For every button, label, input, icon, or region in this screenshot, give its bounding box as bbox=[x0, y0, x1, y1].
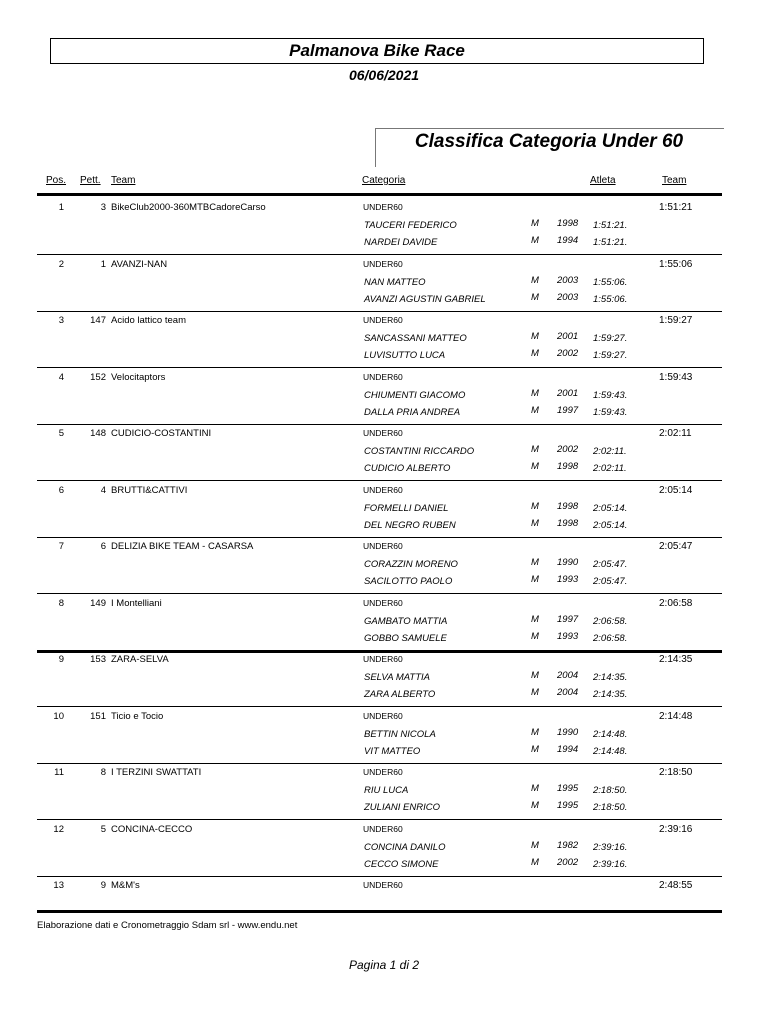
athlete-time: 2:39:16. bbox=[593, 859, 628, 870]
athlete-name: GAMBATO MATTIA bbox=[364, 616, 448, 627]
athlete-sex: M bbox=[531, 631, 539, 642]
athlete-sex: M bbox=[531, 614, 539, 625]
team-position: 10 bbox=[53, 711, 64, 722]
team-separator bbox=[37, 706, 722, 707]
athlete-sex: M bbox=[531, 687, 539, 698]
team-time: 2:48:55 bbox=[659, 880, 693, 891]
team-time: 2:18:50 bbox=[659, 767, 693, 778]
athlete-year: 1993 bbox=[557, 631, 579, 642]
team-time: 2:06:58 bbox=[659, 598, 693, 609]
athlete-year: 1994 bbox=[557, 744, 579, 755]
athlete-name: CHIUMENTI GIACOMO bbox=[364, 390, 466, 401]
team-position: 8 bbox=[58, 598, 64, 609]
team-name: I TERZINI SWATTATI bbox=[111, 767, 202, 778]
athlete-time: 2:14:35. bbox=[593, 672, 628, 683]
athlete-name: CECCO SIMONE bbox=[364, 859, 439, 870]
athlete-name: NAN MATTEO bbox=[364, 277, 426, 288]
team-bib: 149 bbox=[90, 598, 106, 609]
athlete-year: 1998 bbox=[557, 518, 579, 529]
team-bib: 8 bbox=[100, 767, 106, 778]
team-time: 2:39:16 bbox=[659, 824, 693, 835]
team-name: CUDICIO-COSTANTINI bbox=[111, 428, 212, 439]
team-separator bbox=[37, 593, 722, 594]
athlete-time: 2:02:11. bbox=[593, 463, 627, 474]
column-header-category: Categoria bbox=[362, 175, 406, 186]
team-separator bbox=[37, 763, 722, 764]
team-position: 9 bbox=[58, 654, 64, 665]
athlete-year: 2003 bbox=[557, 292, 579, 303]
team-separator bbox=[37, 876, 722, 877]
athlete-year: 2004 bbox=[557, 670, 579, 681]
column-header-bib: Pett. bbox=[80, 175, 101, 186]
athlete-time: 1:59:27. bbox=[593, 350, 628, 361]
athlete-year: 1993 bbox=[557, 574, 579, 585]
team-position: 1 bbox=[58, 202, 64, 213]
athlete-name: AVANZI AGUSTIN GABRIEL bbox=[364, 294, 486, 305]
athlete-time: 2:06:58. bbox=[593, 616, 628, 627]
athlete-name: CORAZZIN MORENO bbox=[364, 559, 458, 570]
athlete-sex: M bbox=[531, 800, 539, 811]
athlete-sex: M bbox=[531, 518, 539, 529]
athlete-sex: M bbox=[531, 348, 539, 359]
athlete-time: 1:59:27. bbox=[593, 333, 628, 344]
athlete-name: SELVA MATTIA bbox=[364, 672, 430, 683]
athlete-time: 2:05:47. bbox=[593, 576, 628, 587]
athlete-time: 1:59:43. bbox=[593, 407, 628, 418]
athlete-sex: M bbox=[531, 670, 539, 681]
athlete-name: GOBBO SAMUELE bbox=[364, 633, 447, 644]
athlete-time: 1:51:21. bbox=[593, 237, 628, 248]
athlete-sex: M bbox=[531, 783, 539, 794]
team-bib: 148 bbox=[90, 428, 106, 439]
athlete-year: 1995 bbox=[557, 800, 579, 811]
team-time: 2:14:48 bbox=[659, 711, 693, 722]
athlete-sex: M bbox=[531, 444, 539, 455]
team-separator bbox=[37, 537, 722, 538]
team-time: 1:55:06 bbox=[659, 259, 693, 270]
athlete-name: ZULIANI ENRICO bbox=[364, 802, 441, 813]
athlete-year: 1990 bbox=[557, 727, 579, 738]
athlete-time: 1:55:06. bbox=[593, 294, 628, 305]
athlete-sex: M bbox=[531, 857, 539, 868]
team-category: UNDER60 bbox=[363, 541, 403, 551]
team-category: UNDER60 bbox=[363, 598, 403, 608]
category-title: Classifica Categoria Under 60 bbox=[414, 131, 684, 152]
athlete-name: BETTIN NICOLA bbox=[364, 729, 436, 740]
team-category: UNDER60 bbox=[363, 372, 403, 382]
team-time: 2:02:11 bbox=[659, 428, 692, 439]
team-separator bbox=[37, 254, 722, 255]
athlete-name: SACILOTTO PAOLO bbox=[364, 576, 453, 587]
team-name: DELIZIA BIKE TEAM - CASARSA bbox=[111, 541, 254, 552]
athlete-time: 2:14:48. bbox=[593, 729, 628, 740]
athlete-year: 1998 bbox=[557, 501, 579, 512]
team-position: 4 bbox=[58, 372, 64, 383]
athlete-name: RIU LUCA bbox=[364, 785, 409, 796]
team-time: 2:05:47 bbox=[659, 541, 693, 552]
athlete-sex: M bbox=[531, 501, 539, 512]
page-number: Pagina 1 di 2 bbox=[348, 958, 420, 972]
athlete-year: 2003 bbox=[557, 275, 579, 286]
athlete-sex: M bbox=[531, 388, 539, 399]
athlete-sex: M bbox=[531, 461, 539, 472]
athlete-year: 1994 bbox=[557, 235, 579, 246]
team-name: Acido lattico team bbox=[111, 315, 186, 326]
team-name: BRUTTI&CATTIVI bbox=[111, 485, 188, 496]
athlete-time: 2:05:14. bbox=[593, 503, 628, 514]
team-time: 1:51:21 bbox=[659, 202, 693, 213]
team-time: 1:59:43 bbox=[659, 372, 693, 383]
athlete-name: CUDICIO ALBERTO bbox=[364, 463, 451, 474]
athlete-time: 2:02:11. bbox=[593, 446, 627, 457]
athlete-year: 2002 bbox=[557, 857, 579, 868]
athlete-sex: M bbox=[531, 557, 539, 568]
athlete-name: ZARA ALBERTO bbox=[364, 689, 436, 700]
team-category: UNDER60 bbox=[363, 428, 403, 438]
athlete-name: DALLA PRIA ANDREA bbox=[364, 407, 461, 418]
team-separator bbox=[37, 650, 722, 653]
athlete-time: 2:05:14. bbox=[593, 520, 628, 531]
athlete-year: 1998 bbox=[557, 461, 579, 472]
athlete-year: 1998 bbox=[557, 218, 579, 229]
athlete-time: 2:14:35. bbox=[593, 689, 628, 700]
team-separator bbox=[37, 424, 722, 425]
footer-note: Elaborazione dati e Cronometraggio Sdam srl - www.endu.net bbox=[37, 920, 298, 931]
athlete-name: SANCASSANI MATTEO bbox=[364, 333, 467, 344]
team-name: Ticio e Tocio bbox=[111, 711, 164, 722]
athlete-time: 2:18:50. bbox=[593, 802, 628, 813]
team-position: 7 bbox=[58, 541, 64, 552]
column-header-team: Team bbox=[111, 175, 136, 186]
athlete-sex: M bbox=[531, 574, 539, 585]
team-bib: 3 bbox=[100, 202, 106, 213]
athlete-name: VIT MATTEO bbox=[364, 746, 421, 757]
column-header-team-time: Team bbox=[662, 175, 687, 186]
event-date: 06/06/2021 bbox=[348, 67, 420, 83]
athlete-name: CONCINA DANILO bbox=[364, 842, 446, 853]
team-category: UNDER60 bbox=[363, 202, 403, 212]
team-bib: 1 bbox=[100, 259, 106, 270]
athlete-year: 1990 bbox=[557, 557, 579, 568]
team-category: UNDER60 bbox=[363, 824, 403, 834]
athlete-time: 2:06:58. bbox=[593, 633, 628, 644]
team-bib: 9 bbox=[100, 880, 106, 891]
athlete-sex: M bbox=[531, 727, 539, 738]
team-category: UNDER60 bbox=[363, 767, 403, 777]
athlete-name: LUVISUTTO LUCA bbox=[364, 350, 446, 361]
athlete-time: 1:59:43. bbox=[593, 390, 628, 401]
team-position: 2 bbox=[58, 259, 64, 270]
athlete-year: 2004 bbox=[557, 687, 579, 698]
athlete-sex: M bbox=[531, 744, 539, 755]
team-bib: 4 bbox=[100, 485, 106, 496]
column-header-pos: Pos. bbox=[46, 175, 67, 186]
footer-rule bbox=[37, 910, 722, 913]
team-category: UNDER60 bbox=[363, 485, 403, 495]
team-position: 12 bbox=[53, 824, 64, 835]
team-category: UNDER60 bbox=[363, 259, 403, 269]
team-category: UNDER60 bbox=[363, 711, 403, 721]
athlete-name: DEL NEGRO RUBEN bbox=[364, 520, 456, 531]
athlete-name: TAUCERI FEDERICO bbox=[364, 220, 457, 231]
athlete-year: 1982 bbox=[557, 840, 579, 851]
team-bib: 5 bbox=[100, 824, 106, 835]
athlete-name: COSTANTINI RICCARDO bbox=[364, 446, 475, 457]
athlete-year: 2002 bbox=[557, 444, 579, 455]
athlete-time: 2:05:47. bbox=[593, 559, 628, 570]
header-rule bbox=[37, 193, 722, 196]
team-separator bbox=[37, 480, 722, 481]
team-bib: 152 bbox=[90, 372, 106, 383]
athlete-year: 2002 bbox=[557, 348, 579, 359]
team-name: I Montelliani bbox=[111, 598, 162, 609]
athlete-time: 1:51:21. bbox=[593, 220, 628, 231]
column-header-athlete: Atleta bbox=[590, 175, 616, 186]
team-position: 5 bbox=[58, 428, 64, 439]
team-bib: 153 bbox=[90, 654, 106, 665]
team-name: AVANZI-NAN bbox=[111, 259, 168, 270]
athlete-sex: M bbox=[531, 405, 539, 416]
team-bib: 147 bbox=[90, 315, 106, 326]
athlete-sex: M bbox=[531, 218, 539, 229]
athlete-year: 2001 bbox=[557, 331, 579, 342]
athlete-name: NARDEI DAVIDE bbox=[364, 237, 438, 248]
athlete-time: 2:14:48. bbox=[593, 746, 628, 757]
team-category: UNDER60 bbox=[363, 880, 403, 890]
team-separator bbox=[37, 311, 722, 312]
team-time: 2:05:14 bbox=[659, 485, 693, 496]
team-name: Velocitaptors bbox=[111, 372, 166, 383]
athlete-sex: M bbox=[531, 275, 539, 286]
team-position: 3 bbox=[58, 315, 64, 326]
team-name: ZARA-SELVA bbox=[111, 654, 169, 665]
team-time: 1:59:27 bbox=[659, 315, 693, 326]
team-separator bbox=[37, 819, 722, 820]
athlete-year: 1997 bbox=[557, 405, 579, 416]
team-position: 13 bbox=[53, 880, 64, 891]
team-position: 11 bbox=[54, 767, 64, 778]
event-title: Palmanova Bike Race bbox=[50, 38, 704, 64]
athlete-year: 2001 bbox=[557, 388, 579, 399]
team-time: 2:14:35 bbox=[659, 654, 693, 665]
athlete-sex: M bbox=[531, 331, 539, 342]
athlete-year: 1995 bbox=[557, 783, 579, 794]
team-category: UNDER60 bbox=[363, 654, 403, 664]
athlete-time: 1:55:06. bbox=[593, 277, 628, 288]
athlete-name: FORMELLI DANIEL bbox=[364, 503, 449, 514]
team-separator bbox=[37, 367, 722, 368]
athlete-sex: M bbox=[531, 840, 539, 851]
athlete-sex: M bbox=[531, 292, 539, 303]
team-bib: 151 bbox=[90, 711, 106, 722]
team-bib: 6 bbox=[100, 541, 106, 552]
athlete-time: 2:39:16. bbox=[593, 842, 628, 853]
team-position: 6 bbox=[58, 485, 64, 496]
athlete-year: 1997 bbox=[557, 614, 579, 625]
team-name: M&M's bbox=[111, 880, 140, 891]
athlete-time: 2:18:50. bbox=[593, 785, 628, 796]
athlete-sex: M bbox=[531, 235, 539, 246]
team-name: BikeClub2000-360MTBCadoreCarso bbox=[111, 202, 266, 213]
team-name: CONCINA-CECCO bbox=[111, 824, 193, 835]
team-category: UNDER60 bbox=[363, 315, 403, 325]
